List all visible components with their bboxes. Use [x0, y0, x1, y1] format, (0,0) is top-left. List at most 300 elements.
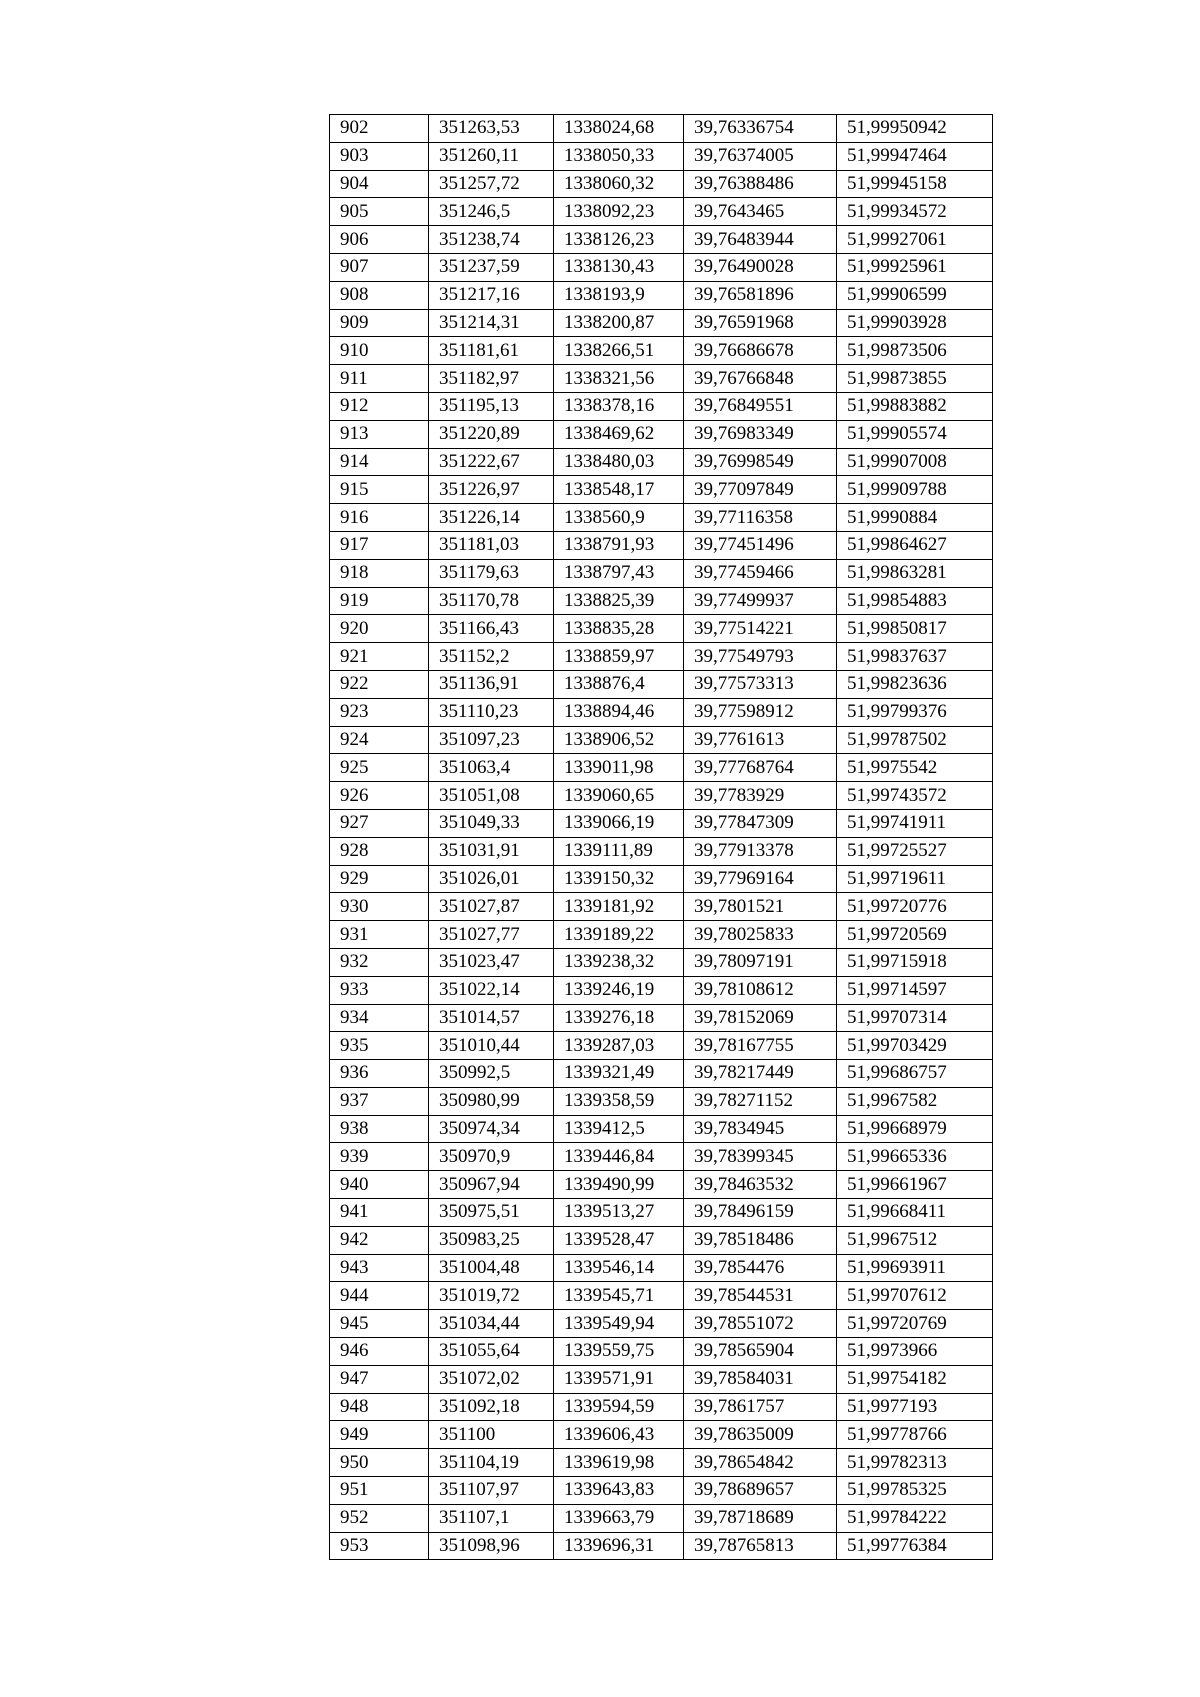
longitude-cell: 51,99668979	[837, 1115, 993, 1143]
point-number-cell: 929	[330, 865, 429, 893]
point-number-cell: 938	[330, 1115, 429, 1143]
longitude-cell: 51,99883882	[837, 392, 993, 420]
x-coordinate-cell: 351214,31	[429, 309, 554, 337]
point-number-cell: 923	[330, 698, 429, 726]
point-number-cell: 931	[330, 921, 429, 949]
longitude-cell: 51,99754182	[837, 1365, 993, 1393]
point-number-cell: 932	[330, 948, 429, 976]
point-number-cell: 945	[330, 1310, 429, 1338]
latitude-cell: 39,77913378	[684, 837, 837, 865]
y-coordinate-cell: 1338266,51	[554, 337, 684, 365]
table-row	[330, 448, 993, 476]
longitude-cell: 51,99837637	[837, 643, 993, 671]
latitude-cell: 39,7854476	[684, 1254, 837, 1282]
longitude-cell: 51,99725527	[837, 837, 993, 865]
table-row	[330, 1199, 993, 1227]
y-coordinate-cell: 1339528,47	[554, 1226, 684, 1254]
latitude-cell: 39,77451496	[684, 531, 837, 559]
coordinates-table	[329, 114, 993, 1560]
latitude-cell: 39,76686678	[684, 337, 837, 365]
x-coordinate-cell: 351179,63	[429, 559, 554, 587]
latitude-cell: 39,77598912	[684, 698, 837, 726]
table-row	[330, 754, 993, 782]
latitude-cell: 39,78635009	[684, 1421, 837, 1449]
y-coordinate-cell: 1339060,65	[554, 782, 684, 810]
y-coordinate-cell: 1339238,32	[554, 948, 684, 976]
point-number-cell: 906	[330, 226, 429, 254]
latitude-cell: 39,76998549	[684, 448, 837, 476]
longitude-cell: 51,99743572	[837, 782, 993, 810]
longitude-cell: 51,99703429	[837, 1032, 993, 1060]
point-number-cell: 937	[330, 1087, 429, 1115]
x-coordinate-cell: 351226,97	[429, 476, 554, 504]
point-number-cell: 916	[330, 504, 429, 532]
y-coordinate-cell: 1338378,16	[554, 392, 684, 420]
y-coordinate-cell: 1339111,89	[554, 837, 684, 865]
x-coordinate-cell: 351010,44	[429, 1032, 554, 1060]
y-coordinate-cell: 1338050,33	[554, 142, 684, 170]
table-row	[330, 1282, 993, 1310]
table-row	[330, 587, 993, 615]
table-row	[330, 198, 993, 226]
latitude-cell: 39,78152069	[684, 1004, 837, 1032]
table-row	[330, 309, 993, 337]
y-coordinate-cell: 1339571,91	[554, 1365, 684, 1393]
x-coordinate-cell: 350974,34	[429, 1115, 554, 1143]
x-coordinate-cell: 351263,53	[429, 115, 554, 143]
y-coordinate-cell: 1338859,97	[554, 643, 684, 671]
point-number-cell: 943	[330, 1254, 429, 1282]
table-row	[330, 1449, 993, 1477]
longitude-cell: 51,99741911	[837, 809, 993, 837]
point-number-cell: 934	[330, 1004, 429, 1032]
table-row	[330, 615, 993, 643]
longitude-cell: 51,99714597	[837, 976, 993, 1004]
x-coordinate-cell: 351027,77	[429, 921, 554, 949]
x-coordinate-cell: 351182,97	[429, 365, 554, 393]
x-coordinate-cell: 351092,18	[429, 1393, 554, 1421]
point-number-cell: 905	[330, 198, 429, 226]
table-row	[330, 1143, 993, 1171]
point-number-cell: 926	[330, 782, 429, 810]
x-coordinate-cell: 351023,47	[429, 948, 554, 976]
y-coordinate-cell: 1338876,4	[554, 670, 684, 698]
table-row	[330, 921, 993, 949]
point-number-cell: 910	[330, 337, 429, 365]
point-number-cell: 921	[330, 643, 429, 671]
x-coordinate-cell: 351051,08	[429, 782, 554, 810]
latitude-cell: 39,77768764	[684, 754, 837, 782]
longitude-cell: 51,9975542	[837, 754, 993, 782]
table-row	[330, 893, 993, 921]
x-coordinate-cell: 351170,78	[429, 587, 554, 615]
y-coordinate-cell: 1339643,83	[554, 1477, 684, 1505]
y-coordinate-cell: 1338469,62	[554, 420, 684, 448]
y-coordinate-cell: 1339606,43	[554, 1421, 684, 1449]
table-row	[330, 1421, 993, 1449]
table-row	[330, 420, 993, 448]
longitude-cell: 51,99776384	[837, 1532, 993, 1560]
table-row	[330, 865, 993, 893]
longitude-cell: 51,99715918	[837, 948, 993, 976]
longitude-cell: 51,99784222	[837, 1504, 993, 1532]
longitude-cell: 51,99785325	[837, 1477, 993, 1505]
y-coordinate-cell: 1339011,98	[554, 754, 684, 782]
latitude-cell: 39,78565904	[684, 1338, 837, 1366]
y-coordinate-cell: 1339490,99	[554, 1171, 684, 1199]
longitude-cell: 51,9967582	[837, 1087, 993, 1115]
table-row	[330, 142, 993, 170]
latitude-cell: 39,77969164	[684, 865, 837, 893]
longitude-cell: 51,99906599	[837, 281, 993, 309]
point-number-cell: 935	[330, 1032, 429, 1060]
latitude-cell: 39,77573313	[684, 670, 837, 698]
latitude-cell: 39,76388486	[684, 170, 837, 198]
longitude-cell: 51,99661967	[837, 1171, 993, 1199]
x-coordinate-cell: 351220,89	[429, 420, 554, 448]
table-row	[330, 365, 993, 393]
y-coordinate-cell: 1339321,49	[554, 1060, 684, 1088]
latitude-cell: 39,76490028	[684, 253, 837, 281]
x-coordinate-cell: 351152,2	[429, 643, 554, 671]
point-number-cell: 947	[330, 1365, 429, 1393]
table-row	[330, 1254, 993, 1282]
longitude-cell: 51,99905574	[837, 420, 993, 448]
longitude-cell: 51,99707314	[837, 1004, 993, 1032]
longitude-cell: 51,99934572	[837, 198, 993, 226]
x-coordinate-cell: 351004,48	[429, 1254, 554, 1282]
x-coordinate-cell: 351072,02	[429, 1365, 554, 1393]
longitude-cell: 51,99854883	[837, 587, 993, 615]
latitude-cell: 39,77514221	[684, 615, 837, 643]
point-number-cell: 908	[330, 281, 429, 309]
point-number-cell: 912	[330, 392, 429, 420]
x-coordinate-cell: 351110,23	[429, 698, 554, 726]
point-number-cell: 933	[330, 976, 429, 1004]
y-coordinate-cell: 1339545,71	[554, 1282, 684, 1310]
point-number-cell: 948	[330, 1393, 429, 1421]
longitude-cell: 51,99720769	[837, 1310, 993, 1338]
y-coordinate-cell: 1339663,79	[554, 1504, 684, 1532]
y-coordinate-cell: 1338835,28	[554, 615, 684, 643]
table-row	[330, 504, 993, 532]
table-row	[330, 670, 993, 698]
latitude-cell: 39,7861757	[684, 1393, 837, 1421]
table-row	[330, 1477, 993, 1505]
longitude-cell: 51,99665336	[837, 1143, 993, 1171]
longitude-cell: 51,99720776	[837, 893, 993, 921]
longitude-cell: 51,99907008	[837, 448, 993, 476]
x-coordinate-cell: 350967,94	[429, 1171, 554, 1199]
longitude-cell: 51,99945158	[837, 170, 993, 198]
table-row	[330, 531, 993, 559]
point-number-cell: 952	[330, 1504, 429, 1532]
longitude-cell: 51,99873506	[837, 337, 993, 365]
longitude-cell: 51,99686757	[837, 1060, 993, 1088]
longitude-cell: 51,99799376	[837, 698, 993, 726]
latitude-cell: 39,78584031	[684, 1365, 837, 1393]
latitude-cell: 39,76374005	[684, 142, 837, 170]
point-number-cell: 917	[330, 531, 429, 559]
y-coordinate-cell: 1338894,46	[554, 698, 684, 726]
point-number-cell: 904	[330, 170, 429, 198]
longitude-cell: 51,99925961	[837, 253, 993, 281]
x-coordinate-cell: 351019,72	[429, 1282, 554, 1310]
x-coordinate-cell: 351260,11	[429, 142, 554, 170]
point-number-cell: 930	[330, 893, 429, 921]
x-coordinate-cell: 351136,91	[429, 670, 554, 698]
longitude-cell: 51,99707612	[837, 1282, 993, 1310]
y-coordinate-cell: 1338906,52	[554, 726, 684, 754]
y-coordinate-cell: 1339150,32	[554, 865, 684, 893]
point-number-cell: 902	[330, 115, 429, 143]
y-coordinate-cell: 1339696,31	[554, 1532, 684, 1560]
y-coordinate-cell: 1338480,03	[554, 448, 684, 476]
latitude-cell: 39,76983349	[684, 420, 837, 448]
longitude-cell: 51,99927061	[837, 226, 993, 254]
x-coordinate-cell: 351166,43	[429, 615, 554, 643]
latitude-cell: 39,78271152	[684, 1087, 837, 1115]
latitude-cell: 39,78765813	[684, 1532, 837, 1560]
point-number-cell: 920	[330, 615, 429, 643]
x-coordinate-cell: 350992,5	[429, 1060, 554, 1088]
latitude-cell: 39,78097191	[684, 948, 837, 976]
table-row	[330, 809, 993, 837]
latitude-cell: 39,78689657	[684, 1477, 837, 1505]
y-coordinate-cell: 1338060,32	[554, 170, 684, 198]
x-coordinate-cell: 351055,64	[429, 1338, 554, 1366]
latitude-cell: 39,7834945	[684, 1115, 837, 1143]
point-number-cell: 922	[330, 670, 429, 698]
table-row	[330, 726, 993, 754]
table-row	[330, 1060, 993, 1088]
point-number-cell: 951	[330, 1477, 429, 1505]
x-coordinate-cell: 351100	[429, 1421, 554, 1449]
x-coordinate-cell: 350980,99	[429, 1087, 554, 1115]
y-coordinate-cell: 1338825,39	[554, 587, 684, 615]
point-number-cell: 936	[330, 1060, 429, 1088]
longitude-cell: 51,99850817	[837, 615, 993, 643]
point-number-cell: 949	[330, 1421, 429, 1449]
latitude-cell: 39,78551072	[684, 1310, 837, 1338]
x-coordinate-cell: 351097,23	[429, 726, 554, 754]
latitude-cell: 39,78167755	[684, 1032, 837, 1060]
latitude-cell: 39,76336754	[684, 115, 837, 143]
latitude-cell: 39,77549793	[684, 643, 837, 671]
longitude-cell: 51,99720569	[837, 921, 993, 949]
x-coordinate-cell: 350983,25	[429, 1226, 554, 1254]
longitude-cell: 51,9973966	[837, 1338, 993, 1366]
latitude-cell: 39,78718689	[684, 1504, 837, 1532]
y-coordinate-cell: 1339412,5	[554, 1115, 684, 1143]
point-number-cell: 914	[330, 448, 429, 476]
latitude-cell: 39,77499937	[684, 587, 837, 615]
latitude-cell: 39,7801521	[684, 893, 837, 921]
y-coordinate-cell: 1339513,27	[554, 1199, 684, 1227]
point-number-cell: 950	[330, 1449, 429, 1477]
point-number-cell: 953	[330, 1532, 429, 1560]
coordinates-table-body	[330, 115, 993, 1560]
x-coordinate-cell: 351181,03	[429, 531, 554, 559]
latitude-cell: 39,77097849	[684, 476, 837, 504]
x-coordinate-cell: 351031,91	[429, 837, 554, 865]
point-number-cell: 925	[330, 754, 429, 782]
x-coordinate-cell: 351049,33	[429, 809, 554, 837]
y-coordinate-cell: 1339549,94	[554, 1310, 684, 1338]
longitude-cell: 51,99823636	[837, 670, 993, 698]
table-row	[330, 253, 993, 281]
x-coordinate-cell: 351226,14	[429, 504, 554, 532]
table-row	[330, 1087, 993, 1115]
x-coordinate-cell: 351022,14	[429, 976, 554, 1004]
point-number-cell: 918	[330, 559, 429, 587]
y-coordinate-cell: 1339189,22	[554, 921, 684, 949]
table-row	[330, 392, 993, 420]
longitude-cell: 51,99693911	[837, 1254, 993, 1282]
table-row	[330, 698, 993, 726]
y-coordinate-cell: 1339358,59	[554, 1087, 684, 1115]
y-coordinate-cell: 1339181,92	[554, 893, 684, 921]
y-coordinate-cell: 1339287,03	[554, 1032, 684, 1060]
y-coordinate-cell: 1338791,93	[554, 531, 684, 559]
x-coordinate-cell: 351104,19	[429, 1449, 554, 1477]
x-coordinate-cell: 350975,51	[429, 1199, 554, 1227]
point-number-cell: 928	[330, 837, 429, 865]
table-row	[330, 837, 993, 865]
longitude-cell: 51,9990884	[837, 504, 993, 532]
table-row	[330, 1032, 993, 1060]
table-row	[330, 948, 993, 976]
longitude-cell: 51,99950942	[837, 115, 993, 143]
longitude-cell: 51,99719611	[837, 865, 993, 893]
latitude-cell: 39,7761613	[684, 726, 837, 754]
x-coordinate-cell: 351257,72	[429, 170, 554, 198]
point-number-cell: 913	[330, 420, 429, 448]
latitude-cell: 39,77459466	[684, 559, 837, 587]
table-row	[330, 1004, 993, 1032]
point-number-cell: 942	[330, 1226, 429, 1254]
point-number-cell: 924	[330, 726, 429, 754]
table-row	[330, 643, 993, 671]
point-number-cell: 927	[330, 809, 429, 837]
latitude-cell: 39,78399345	[684, 1143, 837, 1171]
y-coordinate-cell: 1338193,9	[554, 281, 684, 309]
latitude-cell: 39,76849551	[684, 392, 837, 420]
longitude-cell: 51,99873855	[837, 365, 993, 393]
table-row	[330, 1310, 993, 1338]
longitude-cell: 51,99947464	[837, 142, 993, 170]
y-coordinate-cell: 1338321,56	[554, 365, 684, 393]
point-number-cell: 909	[330, 309, 429, 337]
x-coordinate-cell: 351014,57	[429, 1004, 554, 1032]
x-coordinate-cell: 351237,59	[429, 253, 554, 281]
y-coordinate-cell: 1339594,59	[554, 1393, 684, 1421]
point-number-cell: 940	[330, 1171, 429, 1199]
x-coordinate-cell: 351063,4	[429, 754, 554, 782]
latitude-cell: 39,7783929	[684, 782, 837, 810]
table-row	[330, 1532, 993, 1560]
latitude-cell: 39,78463532	[684, 1171, 837, 1199]
x-coordinate-cell: 351026,01	[429, 865, 554, 893]
table-row	[330, 1393, 993, 1421]
latitude-cell: 39,77116358	[684, 504, 837, 532]
table-row	[330, 1171, 993, 1199]
longitude-cell: 51,99903928	[837, 309, 993, 337]
longitude-cell: 51,99787502	[837, 726, 993, 754]
table-row	[330, 1365, 993, 1393]
latitude-cell: 39,78217449	[684, 1060, 837, 1088]
longitude-cell: 51,99782313	[837, 1449, 993, 1477]
point-number-cell: 946	[330, 1338, 429, 1366]
table-row	[330, 1504, 993, 1532]
x-coordinate-cell: 351222,67	[429, 448, 554, 476]
point-number-cell: 907	[330, 253, 429, 281]
longitude-cell: 51,99778766	[837, 1421, 993, 1449]
y-coordinate-cell: 1339246,19	[554, 976, 684, 1004]
longitude-cell: 51,9977193	[837, 1393, 993, 1421]
table-row	[330, 281, 993, 309]
y-coordinate-cell: 1338092,23	[554, 198, 684, 226]
table-row	[330, 476, 993, 504]
point-number-cell: 919	[330, 587, 429, 615]
y-coordinate-cell: 1339546,14	[554, 1254, 684, 1282]
table-row	[330, 559, 993, 587]
point-number-cell: 915	[330, 476, 429, 504]
point-number-cell: 941	[330, 1199, 429, 1227]
x-coordinate-cell: 351217,16	[429, 281, 554, 309]
latitude-cell: 39,76766848	[684, 365, 837, 393]
latitude-cell: 39,76483944	[684, 226, 837, 254]
y-coordinate-cell: 1338024,68	[554, 115, 684, 143]
longitude-cell: 51,99864627	[837, 531, 993, 559]
y-coordinate-cell: 1339559,75	[554, 1338, 684, 1366]
y-coordinate-cell: 1339446,84	[554, 1143, 684, 1171]
table-row	[330, 115, 993, 143]
latitude-cell: 39,76591968	[684, 309, 837, 337]
longitude-cell: 51,99909788	[837, 476, 993, 504]
point-number-cell: 911	[330, 365, 429, 393]
x-coordinate-cell: 351238,74	[429, 226, 554, 254]
y-coordinate-cell: 1338200,87	[554, 309, 684, 337]
table-row	[330, 1338, 993, 1366]
latitude-cell: 39,77847309	[684, 809, 837, 837]
x-coordinate-cell: 351181,61	[429, 337, 554, 365]
table-row	[330, 170, 993, 198]
y-coordinate-cell: 1339619,98	[554, 1449, 684, 1477]
table-row	[330, 1115, 993, 1143]
x-coordinate-cell: 351107,97	[429, 1477, 554, 1505]
y-coordinate-cell: 1338797,43	[554, 559, 684, 587]
table-row	[330, 337, 993, 365]
y-coordinate-cell: 1338560,9	[554, 504, 684, 532]
y-coordinate-cell: 1338130,43	[554, 253, 684, 281]
y-coordinate-cell: 1338126,23	[554, 226, 684, 254]
point-number-cell: 939	[330, 1143, 429, 1171]
table-row	[330, 226, 993, 254]
latitude-cell: 39,78654842	[684, 1449, 837, 1477]
point-number-cell: 903	[330, 142, 429, 170]
latitude-cell: 39,76581896	[684, 281, 837, 309]
table-row	[330, 1226, 993, 1254]
latitude-cell: 39,78544531	[684, 1282, 837, 1310]
longitude-cell: 51,99863281	[837, 559, 993, 587]
x-coordinate-cell: 351098,96	[429, 1532, 554, 1560]
point-number-cell: 944	[330, 1282, 429, 1310]
y-coordinate-cell: 1339066,19	[554, 809, 684, 837]
x-coordinate-cell: 351027,87	[429, 893, 554, 921]
latitude-cell: 39,7643465	[684, 198, 837, 226]
latitude-cell: 39,78025833	[684, 921, 837, 949]
